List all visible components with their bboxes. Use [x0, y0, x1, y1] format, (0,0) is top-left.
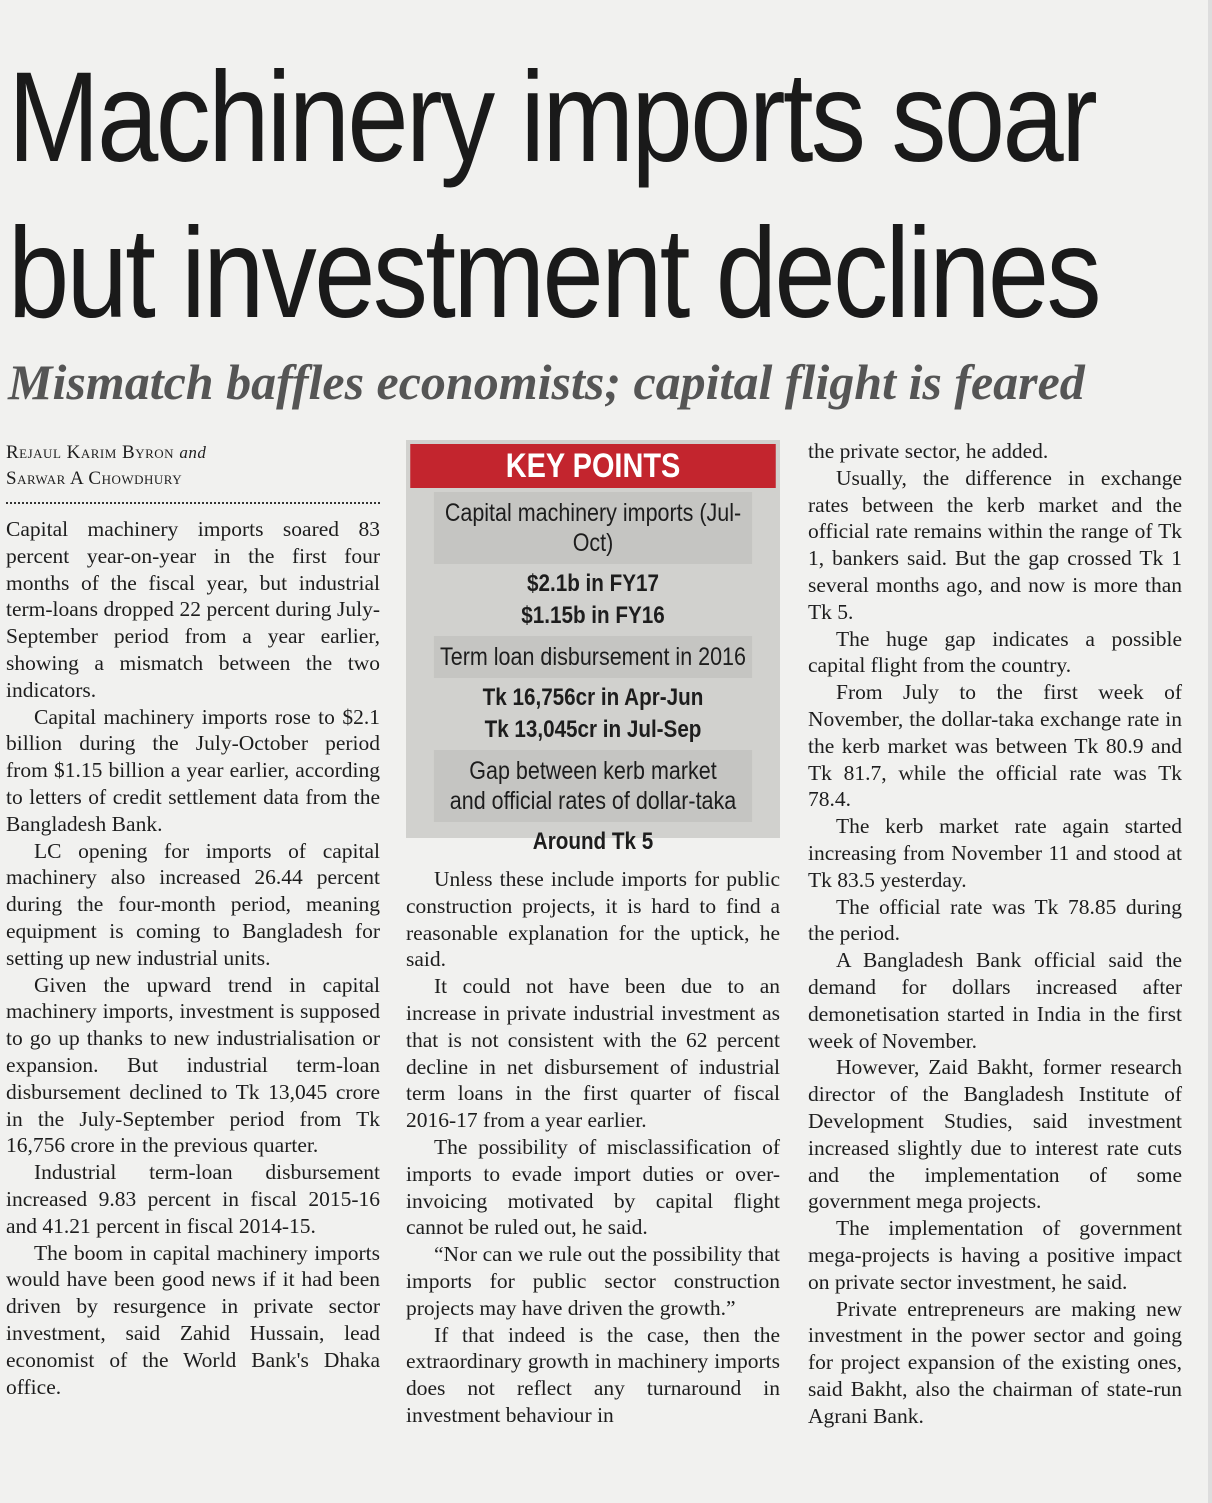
paragraph: The huge gap indicates a possible capital flight from the country.	[808, 626, 1182, 678]
key-point-label: Term loan disbursement in 2016	[434, 636, 752, 678]
key-point-value: Tk 16,756cr in Apr-Jun	[482, 684, 704, 711]
key-points-box	[406, 440, 780, 855]
paragraph: From July to the first week of November, the dollar-taka exchange rate in the kerb market was between Tk 80.9 and Tk 81.7, while the official rate was Tk 78.4.	[808, 680, 1182, 812]
key-point-label-line: Gap between kerb market	[469, 757, 717, 785]
subheadline: Mismatch baffles economists; capital flight is feared	[8, 354, 1085, 410]
headline	[8, 40, 1100, 352]
paragraph: A Bangladesh Bank official said the demand for dollars increased after demonetisation started in India in the first week of November.	[808, 948, 1182, 1053]
key-point-value: Around Tk 5	[532, 828, 654, 855]
key-point-label-line: and official rates of dollar-taka	[449, 787, 737, 815]
paragraph: It could not have been due to an increase in private industrial investment as that is not consistent with the 62 percent decline in net disbursement of industrial term loans in the first quarter of fiscal 2016-17 from a year earlier.	[406, 974, 780, 1133]
byline-author-2: Sarwar A Chowdhury	[6, 468, 183, 489]
paragraph: If that indeed is the case, then the extraordinary growth in machinery imports does not reflect any turnaround in investment behaviour in	[406, 1322, 780, 1427]
page-edge	[1208, 0, 1212, 1503]
article-column-2	[406, 866, 780, 1429]
paragraph: The official rate was Tk 78.85 during the period.	[808, 894, 1182, 946]
key-point-label	[434, 750, 752, 822]
paragraph: However, Zaid Bakht, former research director of the Bangladesh Institute of Development Studies, said investment increased slightly due to interest rate cuts and the implementation of some government mega projects.	[808, 1055, 1182, 1214]
paragraph: The implementation of government mega-projects is having a positive impact on private sector investment, he said.	[808, 1216, 1182, 1294]
byline-author-1: Rejaul Karim Byron	[6, 442, 175, 463]
paragraph: Industrial term-loan disbursement increased 9.83 percent in fiscal 2015-16 and 41.21 percent in fiscal 2014-15.	[6, 1160, 380, 1238]
key-point-value: $1.15b in FY16	[521, 602, 665, 629]
paragraph: Unless these include imports for public construction projects, it is hard to find a reasonable explanation for the uptick, he said.	[406, 867, 780, 972]
paragraph: Usually, the difference in exchange rates between the kerb market and the official rate remains within the range of Tk 1, bankers said. But the gap crossed Tk 1 several months ago, and now is more than Tk 5.	[808, 465, 1182, 624]
key-point-value: $2.1b in FY17	[527, 570, 659, 597]
article-column-3	[808, 438, 1182, 1429]
paragraph: the private sector, he added.	[808, 439, 1049, 463]
key-point-value: Tk 13,045cr in Jul-Sep	[484, 716, 702, 743]
key-point-label: Capital machinery imports (Jul-Oct)	[434, 492, 752, 564]
byline-conjunction: and	[179, 443, 207, 462]
paragraph: The kerb market rate again started increasing from November 11 and stood at Tk 83.5 yesterday.	[808, 814, 1182, 892]
key-points-title: KEY POINTS	[410, 444, 776, 488]
paragraph: The boom in capital machinery imports would have been good news if it had been driven by resurgence in private sector investment, said Zahid Hussain, lead economist of the World Bank's Dhaka office.	[6, 1240, 380, 1399]
paragraph: LC opening for imports of capital machinery also increased 26.44 percent during the four-month period, meaning equipment is coming to Bangladesh for setting up new industrial units.	[6, 838, 380, 970]
paragraph: Capital machinery imports rose to $2.1 billion during the July-October period from $1.15 billion a year earlier, according to letters of credit settlement data from the Bangladesh Bank.	[6, 704, 380, 836]
paragraph: Private entrepreneurs are making new investment in the power sector and going for project expansion of the existing ones, said Bakht, also the chairman of state-run Agrani Bank.	[808, 1296, 1182, 1428]
headline-line-2: but investment declines	[8, 202, 1100, 345]
paragraph: “Nor can we rule out the possibility that imports for public sector construction projects may have driven the growth.”	[406, 1242, 780, 1320]
headline-line-1: Machinery imports soar	[8, 46, 1096, 189]
article-column-1	[6, 440, 380, 1400]
paragraph: Given the upward trend in capital machinery imports, investment is supposed to go up thanks to new industrialisation or expansion. But industrial term-loan disbursement declined to Tk 13,045 crore in the July-September period from Tk 16,756 crore in the previous quarter.	[6, 972, 380, 1158]
paragraph: Capital machinery imports soared 83 percent year-on-year in the first four months of the fiscal year, but industrial term-loans dropped 22 percent during July-September period from a year earlier, showing a mismatch between the two indicators.	[6, 517, 380, 702]
byline	[6, 440, 380, 504]
paragraph: The possibility of misclassification of imports to evade import duties or over-invoicing motivated by capital flight cannot be ruled out, he said.	[406, 1134, 780, 1240]
